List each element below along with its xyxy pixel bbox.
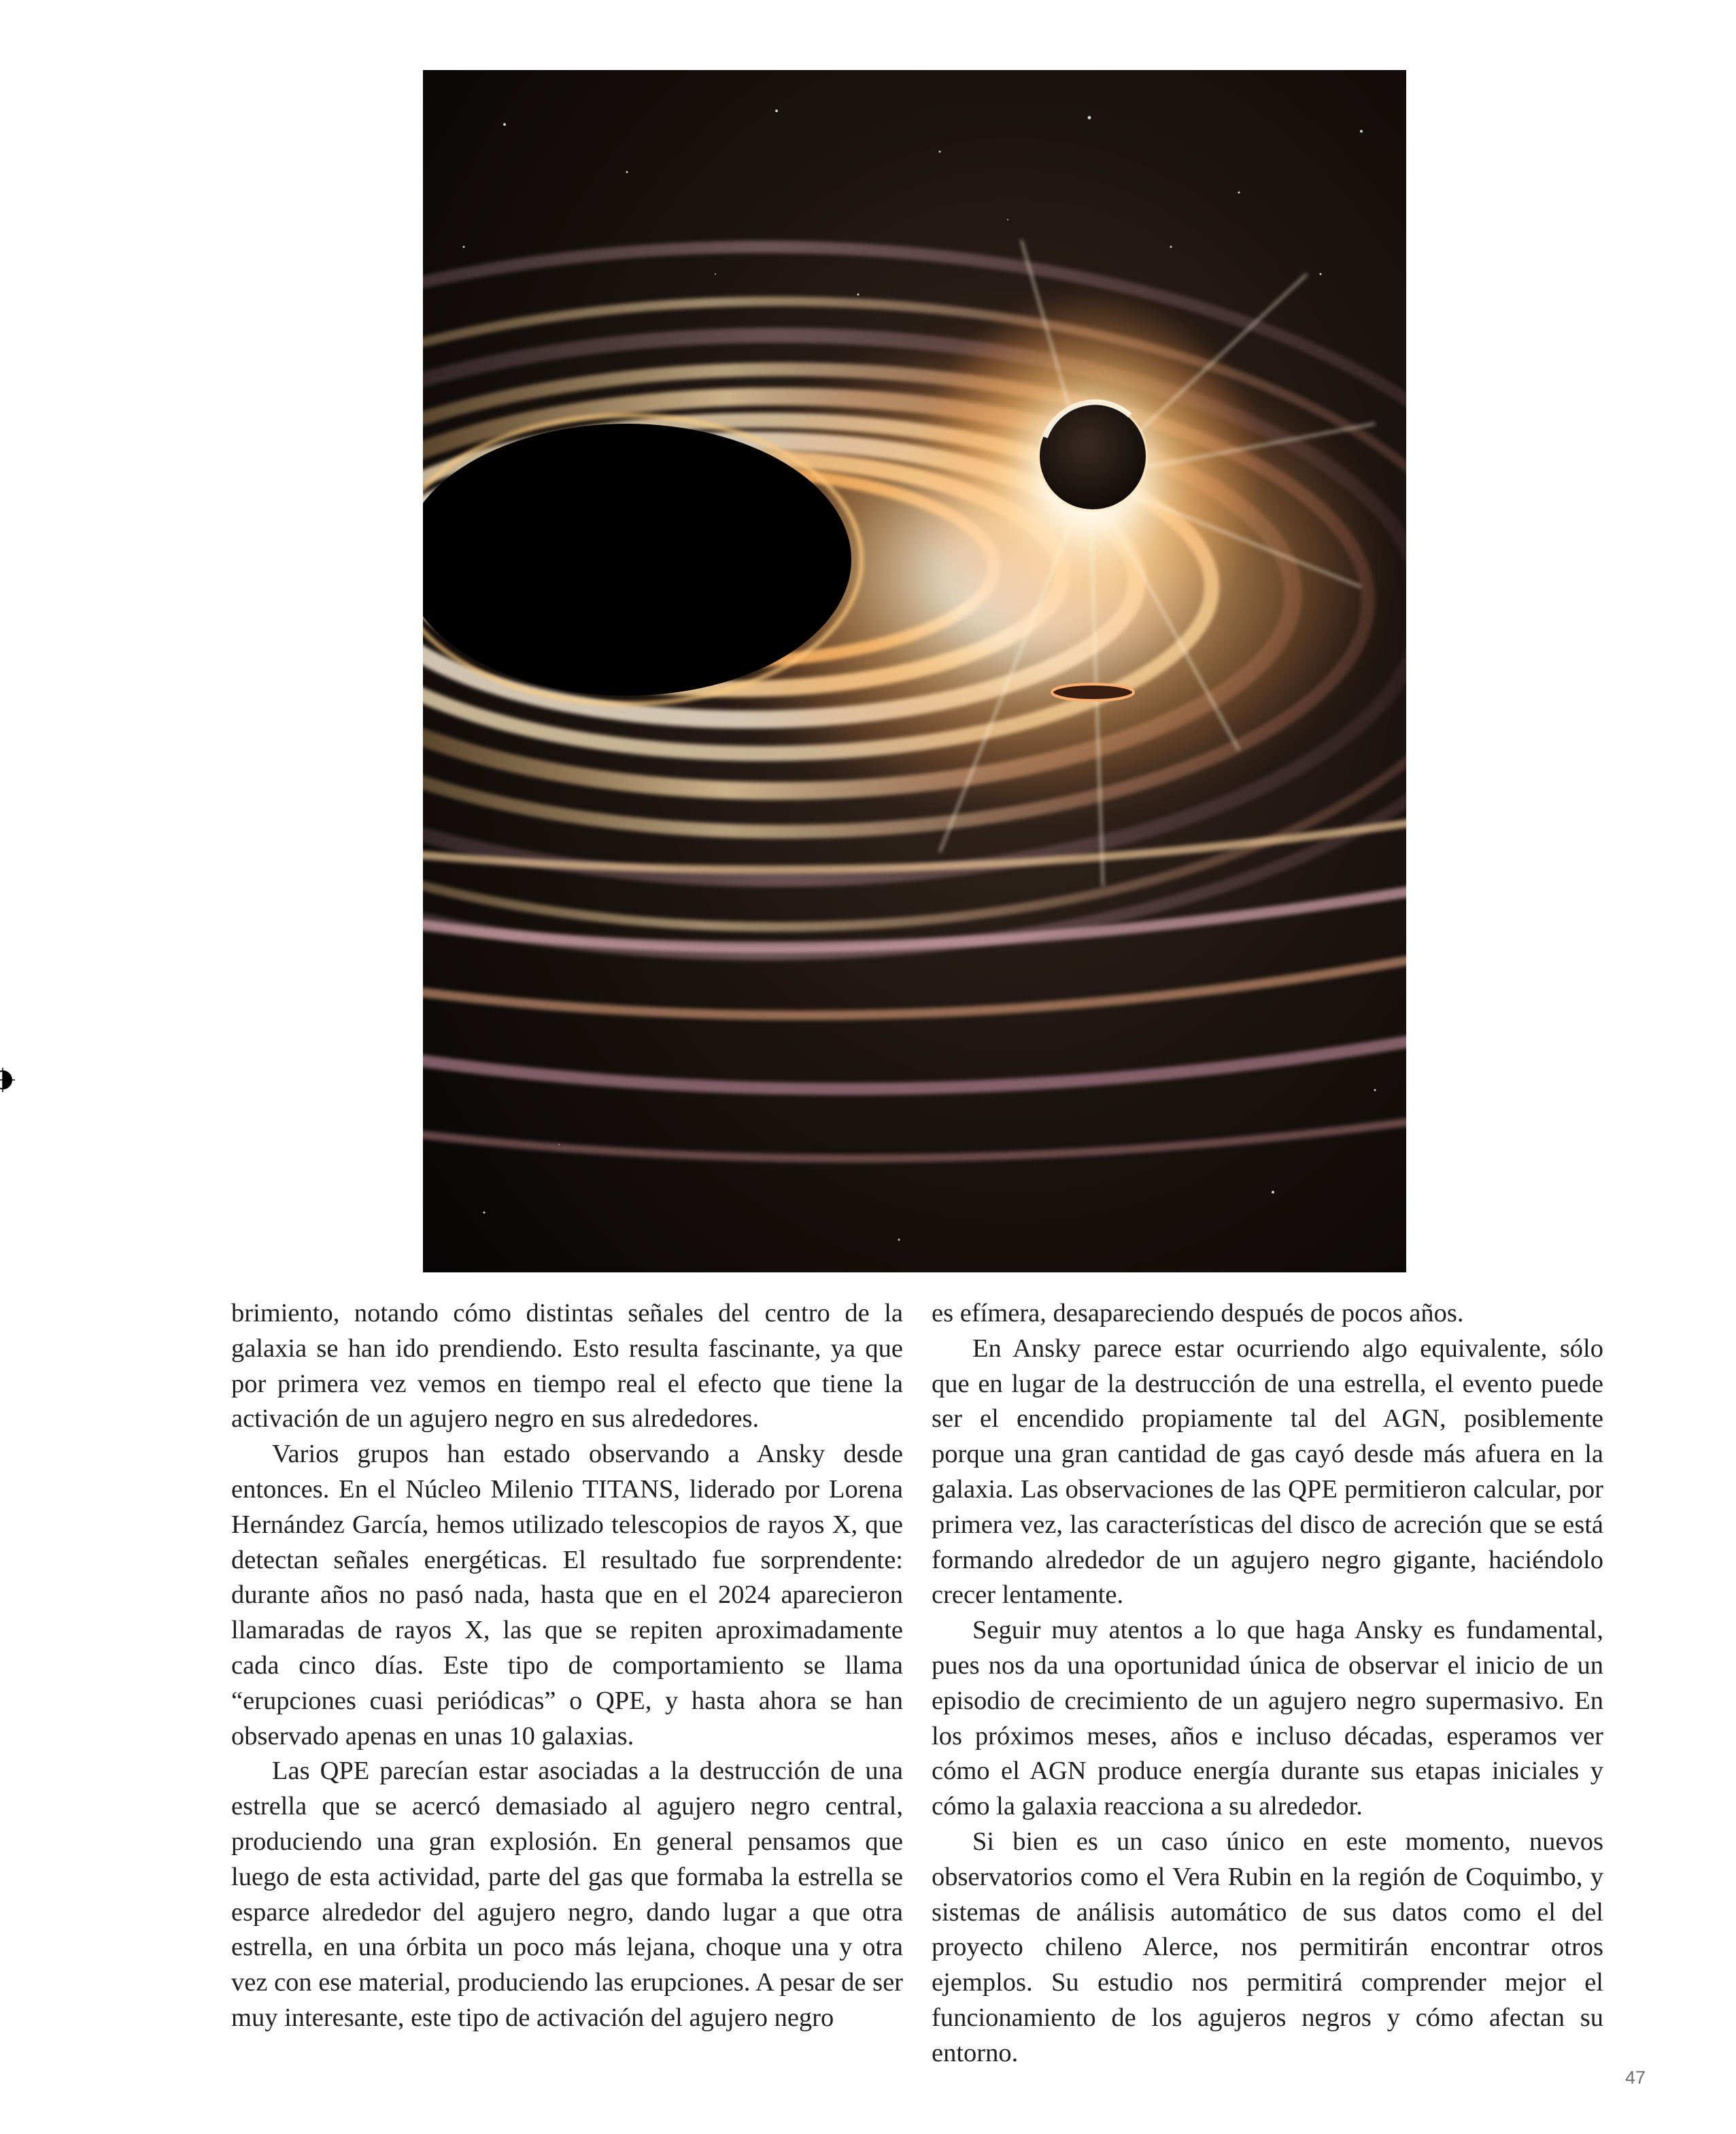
paragraph: brimiento, notando cómo distintas señales del centro de la galaxia se han ido prendiendo. Esto resulta fascinante, ya que por primera vez vemos en tiempo real el efecto que tiene la activación de un agujero negro en sus alrededores. (231, 1299, 903, 1434)
paragraph: Si bien es un caso único en este momento, nuevos observatorios como el Vera Rubin en la región de Coquimbo, y sistemas de análisis automático de sus datos como el del proyecto chileno Alerce, nos permitirán encontrar otros ejemplos. Su estudio nos permitirá comprender mejor el funcionamiento de los agujeros negros y cómo afectan su entorno. (932, 1827, 1603, 2067)
page-number: 47 (1624, 2067, 1646, 2088)
article-left-column (231, 1296, 903, 2036)
black-hole-illustration (423, 70, 1406, 1272)
paragraph: Las QPE parecían estar asociadas a la destrucción de una estrella que se acercó demasiado al agujero negro central, produciendo una gran explosión. En general pensamos que luego de esta actividad, parte del gas que formaba la estrella se esparce alrededor del agujero negro, dando lugar a que otra estrella, en una órbita un poco más lejana, choque una y otra vez con ese material, produciendo las erupciones. A pesar de ser muy interesante, este tipo de activación del agujero negro (231, 1757, 903, 2032)
paragraph: es efímera, desapareciendo después de pocos años. (932, 1299, 1464, 1327)
paragraph: En Ansky parece estar ocurriendo algo equivalente, sólo que en lugar de la destrucción de una estrella, el evento puede ser el encendido propiamente tal del AGN, posiblemente porque una gran cantidad de gas cayó desde más afuera en la galaxia. Las observaciones de las QPE permitieron calcular, por primera vez, las características del disco de acreción que se está formando alrededor de un agujero negro gigante, haciéndolo crecer lentamente. (932, 1334, 1603, 1610)
paragraph: Varios grupos han estado observando a Ansky desde entonces. En el Núcleo Milenio TITANS, liderado por Lorena Hernández García, hemos utilizado telescopios de rayos X, que detectan señales energéticas. El resultado fue sorprendente: durante años no pasó nada, hasta que en el 2024 aparecieron llamaradas de rayos X, las que se repiten aproximadamente cada cinco días. Este tipo de comportamiento se llama “erupciones cuasi periódicas” o QPE, y hasta ahora se han observado apenas en unas 10 galaxias. (231, 1440, 903, 1750)
registration-mark-icon (0, 1068, 15, 1092)
paragraph: Seguir muy atentos a lo que haga Ansky es fundamental, pues nos da una oportunidad única de observar el inicio de un episodio de crecimiento de un agujero negro supermasivo. En los próximos meses, años e incluso décadas, esperamos ver cómo el AGN produce energía durante sus etapas iniciales y cómo la galaxia reacciona a su alrededor. (932, 1616, 1603, 1821)
accretion-disk-artwork (423, 70, 1406, 1272)
article-right-column (932, 1296, 1603, 2071)
